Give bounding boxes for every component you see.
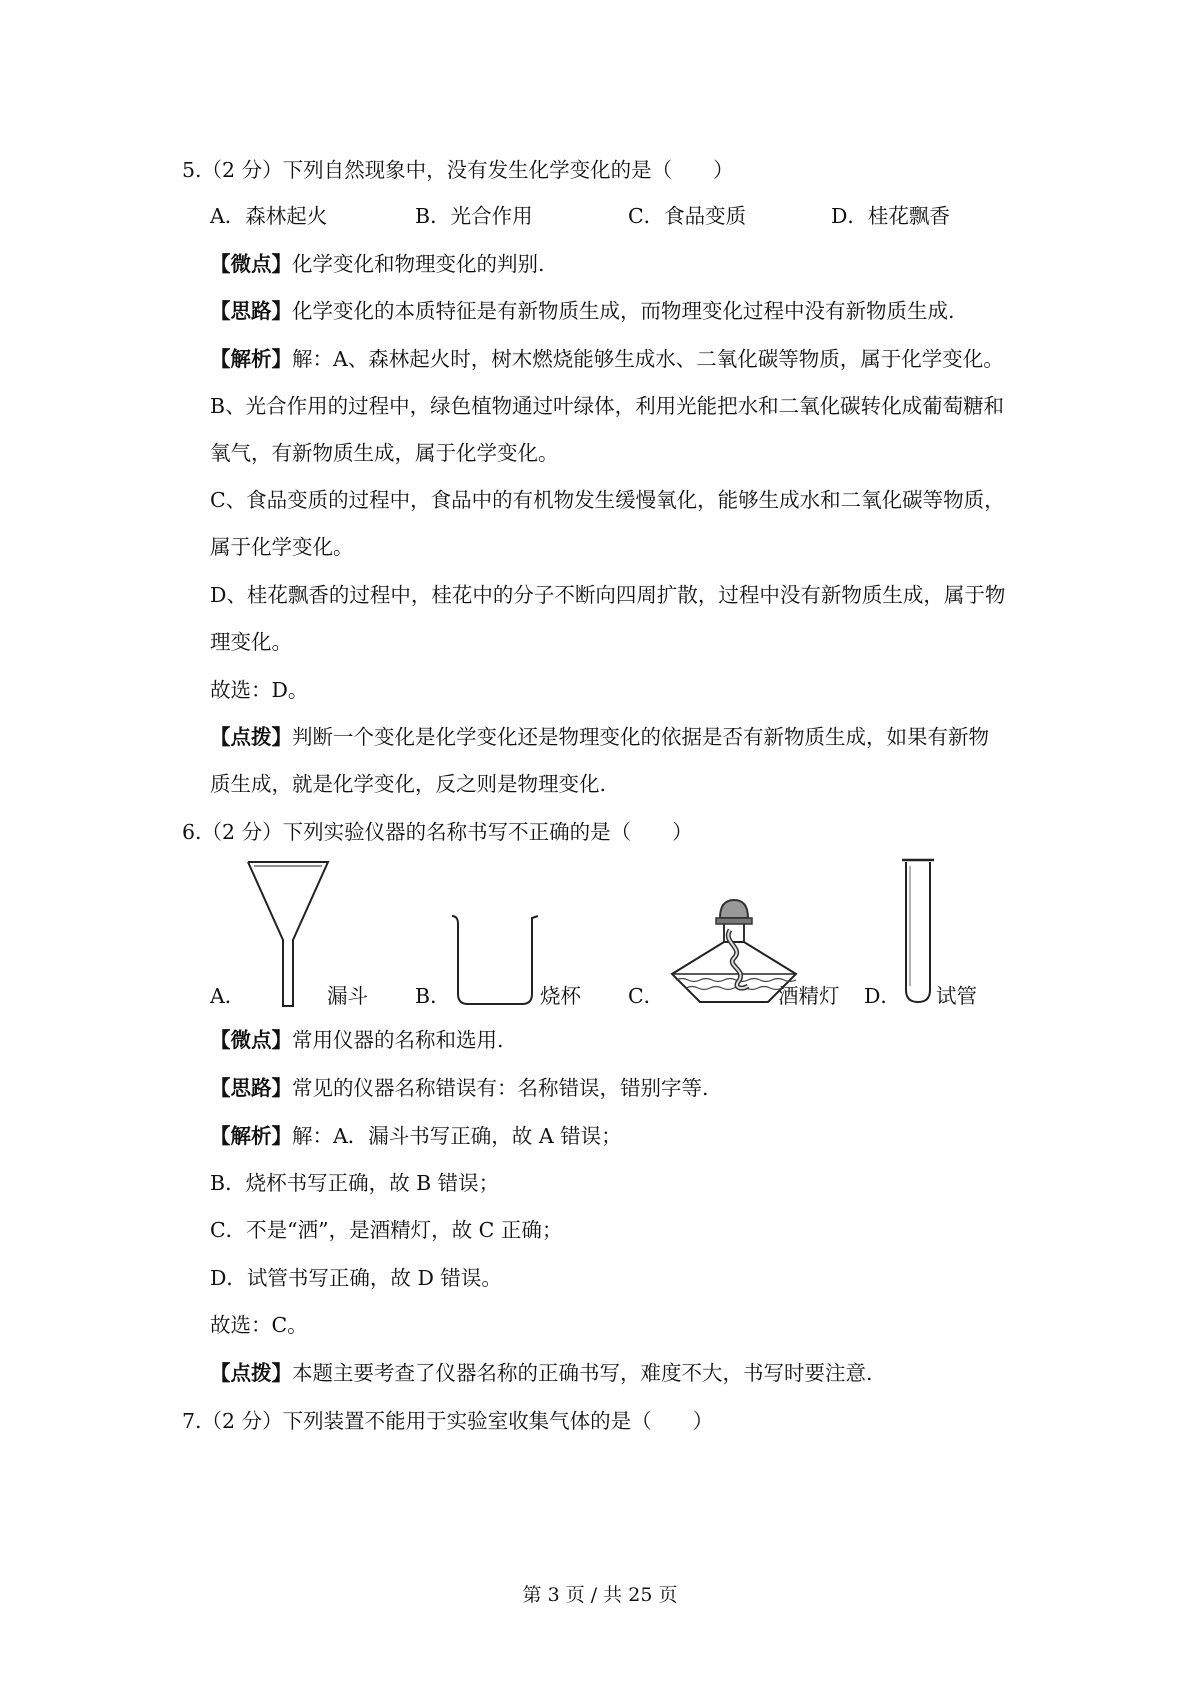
q6-option-b-name: 烧杯 xyxy=(540,984,581,1008)
q5-dianbo-line-1: 判断一个变化是化学变化还是物理变化的依据是否有新物质生成，如果有新物 xyxy=(292,725,989,749)
q6-option-a-name: 漏斗 xyxy=(327,984,368,1008)
q5-answer: 故选：D。 xyxy=(210,678,309,702)
q6-option-c-name: 酒精灯 xyxy=(778,984,840,1008)
q5-jiexi xyxy=(210,345,1004,373)
beaker-icon xyxy=(450,914,540,1006)
q6-silu xyxy=(210,1074,709,1102)
q5-silu-text: 化学变化的本质特征是有新物质生成，而物理变化过程中没有新物质生成. xyxy=(292,299,955,323)
q5-jiexi-line-1: 解：A、森林起火时，树木燃烧能够生成水、二氧化碳等物质，属于化学变化。 xyxy=(292,347,1004,371)
q6-option-d-letter: D． xyxy=(864,984,901,1008)
footer-mid: 页 / 共 xyxy=(565,1584,623,1606)
q5-weidian-text: 化学变化和物理变化的判别. xyxy=(292,252,545,276)
footer-prefix: 第 xyxy=(522,1584,542,1606)
q6-answer: 故选：C。 xyxy=(210,1313,308,1337)
q6-silu-text: 常见的仪器名称错误有：名称错误，错别字等. xyxy=(292,1076,709,1100)
q6-option-c-letter: C． xyxy=(628,984,665,1008)
q6-figure-row xyxy=(0,860,1200,1020)
q5-silu-tag: 【思路】 xyxy=(210,299,292,323)
q5-silu xyxy=(210,297,955,325)
q7-stem: 7.（2 分）下列装置不能用于实验室收集气体的是（ ） xyxy=(182,1409,714,1433)
q6-jiexi xyxy=(210,1122,622,1150)
q5-option-a: A．森林起火 xyxy=(210,204,328,228)
q6-jiexi-line-3: C．不是“洒”，是酒精灯，故 C 正确； xyxy=(210,1218,563,1242)
q6-jiexi-line-1: 解：A．漏斗书写正确，故 A 错误； xyxy=(292,1124,622,1148)
test-tube-icon xyxy=(900,856,936,1006)
q5-jiexi-line-5: 属于化学变化。 xyxy=(210,535,354,559)
q5-dianbo-tag: 【点拨】 xyxy=(210,725,292,749)
q6-dianbo-text: 本题主要考查了仪器名称的正确书写，难度不大，书写时要注意. xyxy=(292,1361,873,1385)
page-footer xyxy=(0,1582,1200,1608)
q6-stem: 6.（2 分）下列实验仪器的名称书写不正确的是（ ） xyxy=(182,820,693,844)
q5-jiexi-line-3: 氧气，有新物质生成，属于化学变化。 xyxy=(210,441,559,465)
q6-silu-tag: 【思路】 xyxy=(210,1076,292,1100)
q5-jiexi-tag: 【解析】 xyxy=(210,347,292,371)
q6-option-d-name: 试管 xyxy=(936,984,977,1008)
q5-jiexi-line-6: D、桂花飘香的过程中，桂花中的分子不断向四周扩散，过程中没有新物质生成，属于物 xyxy=(210,583,1006,607)
q6-dianbo xyxy=(210,1359,873,1387)
q5-dianbo xyxy=(210,723,989,751)
q6-dianbo-tag: 【点拨】 xyxy=(210,1361,292,1385)
q5-weidian xyxy=(210,250,545,278)
q5-weidian-tag: 【微点】 xyxy=(210,252,292,276)
q6-option-a-letter: A． xyxy=(210,984,246,1008)
q5-option-d: D．桂花飘香 xyxy=(831,204,950,228)
q6-weidian xyxy=(210,1026,504,1054)
footer-suffix: 页 xyxy=(658,1584,678,1606)
q5-option-c: C．食品变质 xyxy=(628,204,747,228)
footer-total-pages: 25 xyxy=(628,1584,653,1606)
q6-weidian-tag: 【微点】 xyxy=(210,1028,292,1052)
q5-dianbo-line-2: 质生成，就是化学变化，反之则是物理变化. xyxy=(210,772,607,796)
q6-jiexi-tag: 【解析】 xyxy=(210,1124,292,1148)
q5-stem: 5.（2 分）下列自然现象中，没有发生化学变化的是（ ） xyxy=(182,158,734,182)
footer-page-number: 3 xyxy=(547,1584,560,1606)
funnel-icon xyxy=(246,860,330,1008)
q5-jiexi-line-4: C、食品变质的过程中，食品中的有机物发生缓慢氧化，能够生成水和二氧化碳等物质， xyxy=(210,488,1005,512)
q6-option-b-letter: B． xyxy=(415,984,451,1008)
q6-weidian-text: 常用仪器的名称和选用. xyxy=(292,1028,504,1052)
q5-options xyxy=(0,202,1200,230)
q6-jiexi-line-2: B．烧杯书写正确，故 B 错误； xyxy=(210,1171,500,1195)
q5-jiexi-line-7: 理变化。 xyxy=(210,630,292,654)
q6-jiexi-line-4: D．试管书写正确，故 D 错误。 xyxy=(210,1266,502,1290)
q5-jiexi-line-2: B、光合作用的过程中，绿色植物通过叶绿体，利用光能把水和二氧化碳转化成葡萄糖和 xyxy=(210,394,1005,418)
q5-option-b: B．光合作用 xyxy=(415,204,533,228)
